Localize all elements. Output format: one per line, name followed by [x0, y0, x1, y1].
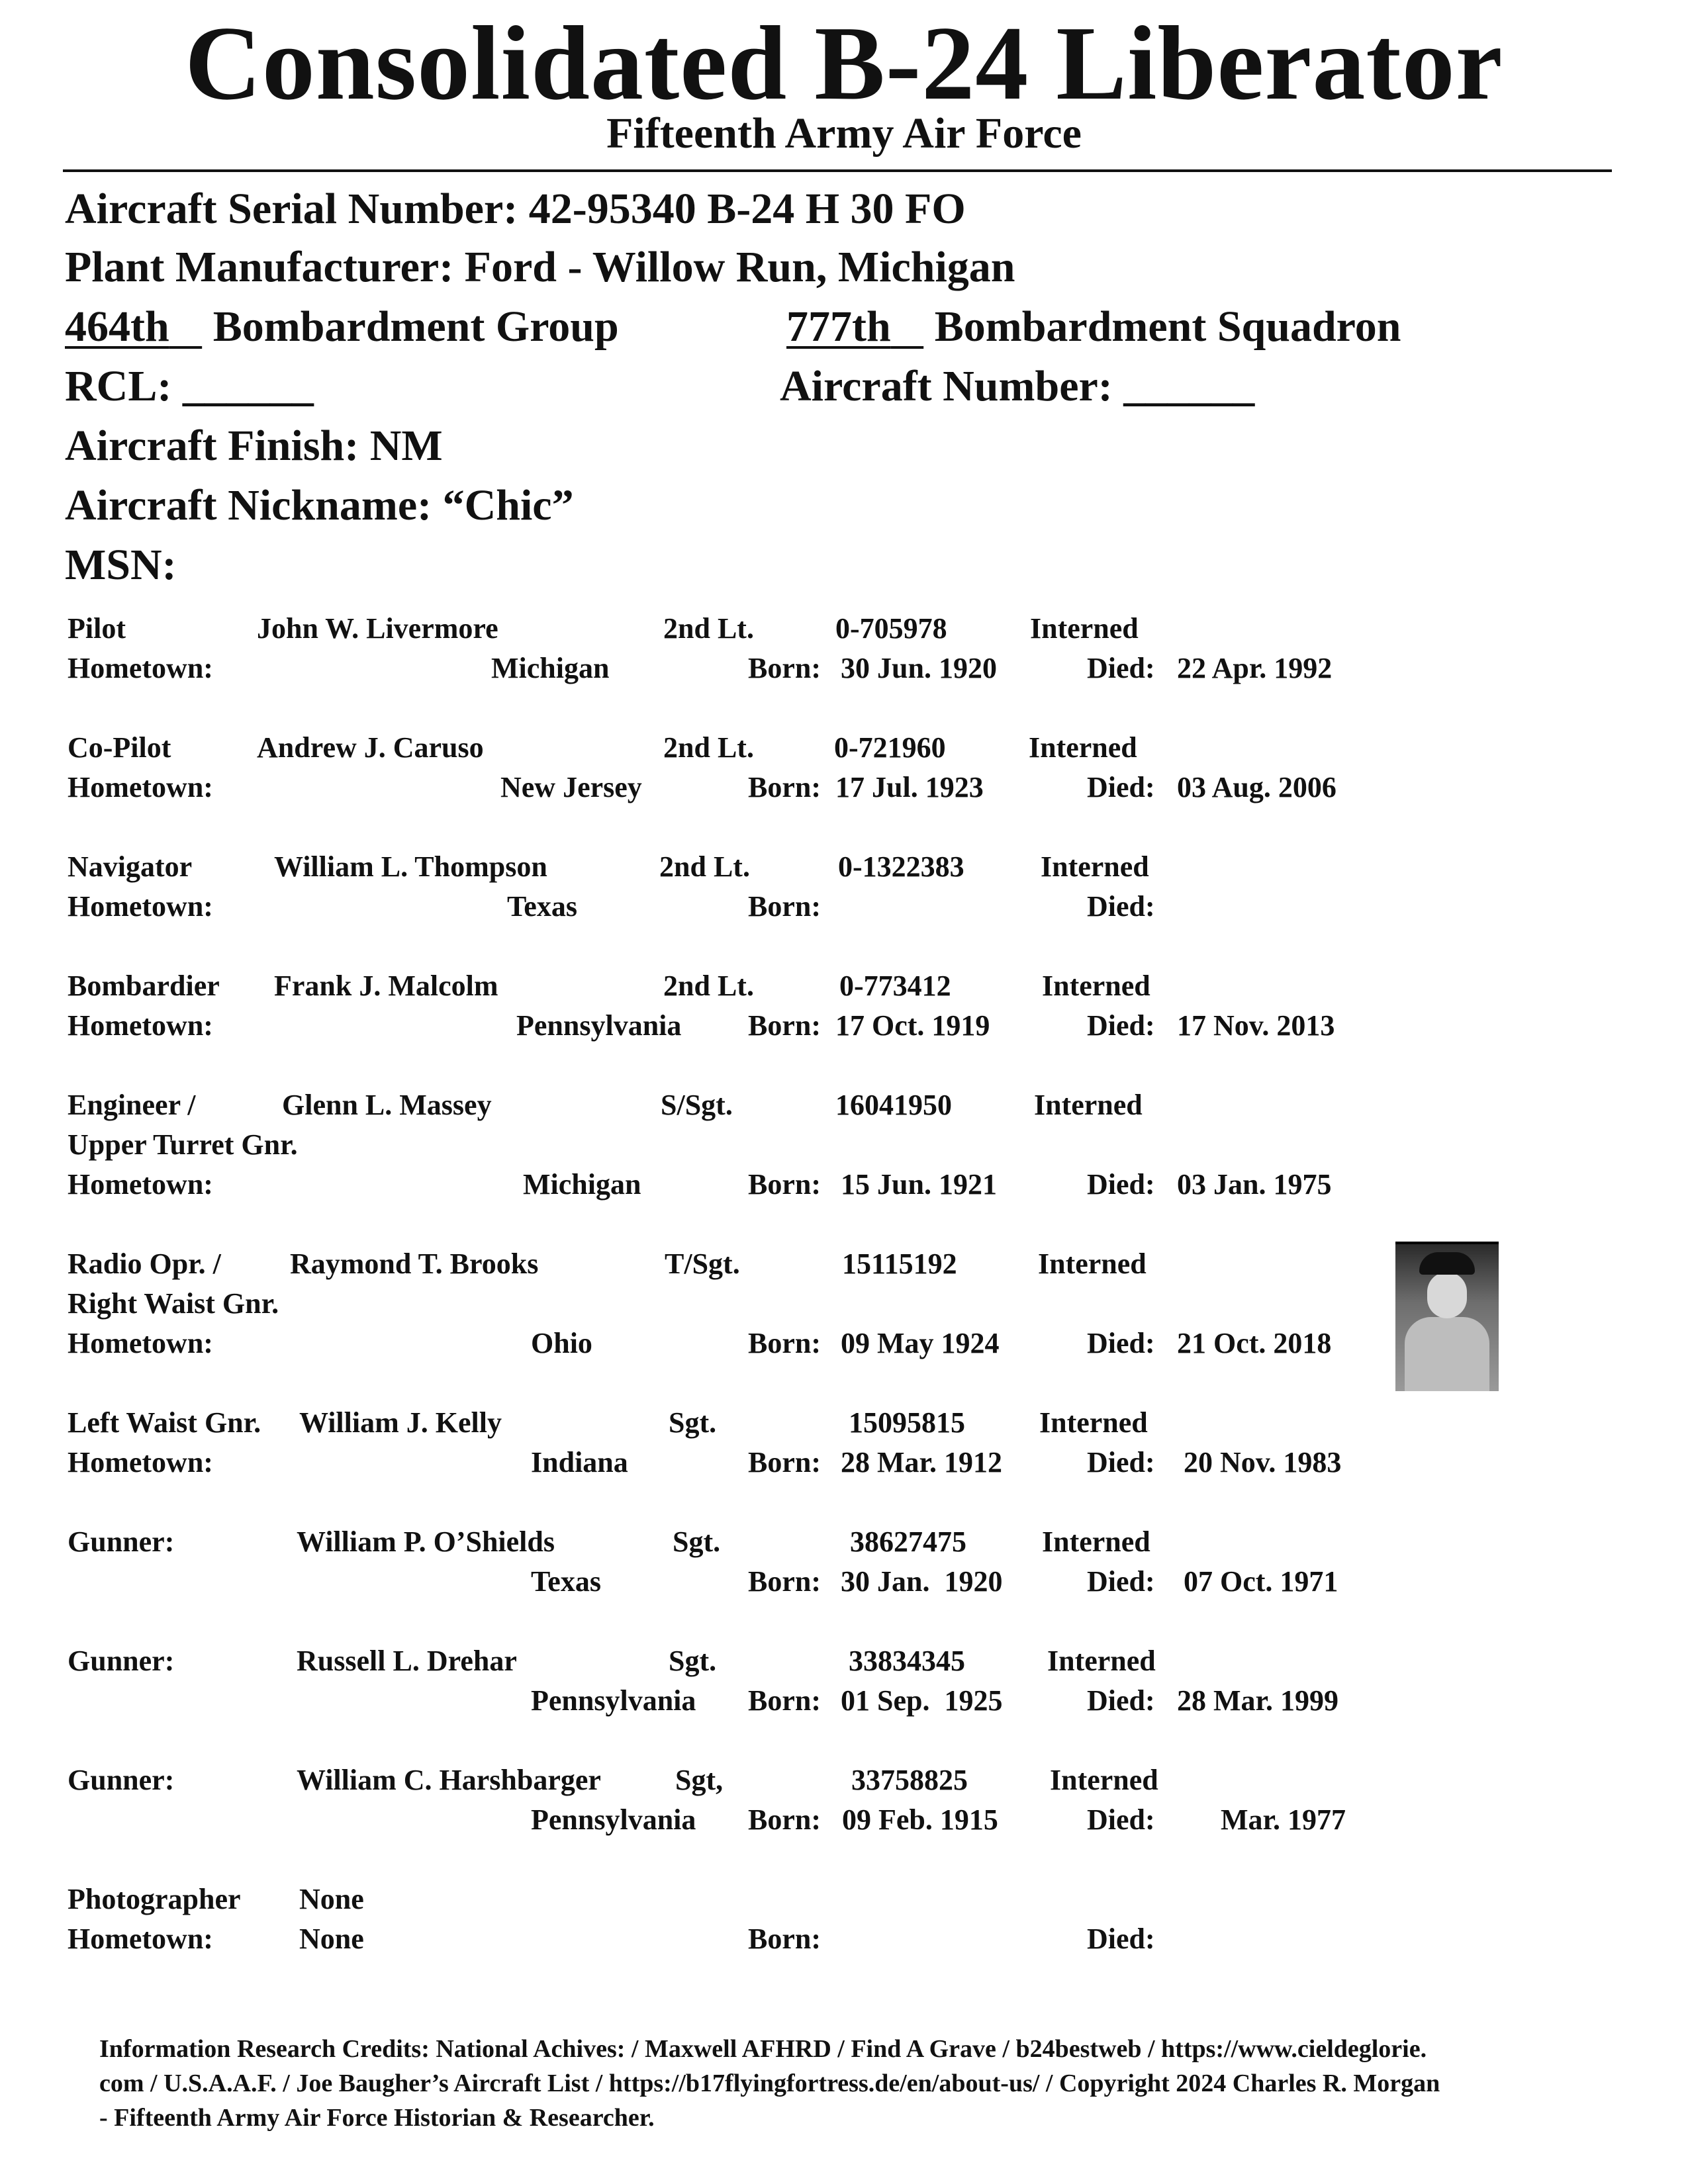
crew-hometown: Texas: [507, 890, 577, 923]
crew-died: Mar. 1977: [1221, 1803, 1346, 1836]
born-label: Born:: [748, 1803, 821, 1836]
crew-died: 17 Nov. 2013: [1177, 1009, 1335, 1042]
born-label: Born:: [748, 1565, 821, 1598]
crew-role: Pilot: [68, 612, 126, 645]
crew-hometown: Michigan: [491, 652, 610, 684]
crew-status: Interned: [1038, 1248, 1147, 1280]
crew-role: Left Waist Gnr.: [68, 1406, 261, 1439]
crew-role: Co-Pilot: [68, 731, 171, 764]
plant-manufacturer-line: Plant Manufacturer: Ford - Willow Run, Michigan: [65, 243, 1015, 291]
crew-status: Interned: [1042, 1525, 1150, 1558]
crew-serial: 0-1322383: [838, 850, 964, 883]
research-credits: [99, 2032, 1595, 2135]
crew-name: William P. O’Shields: [297, 1525, 555, 1558]
crew-role: Engineer /: [68, 1089, 196, 1121]
crew-status: Interned: [1041, 850, 1149, 883]
crew-hometown: Texas: [531, 1565, 601, 1598]
serial-number-line: Aircraft Serial Number: 42-95340 B-24 H 30 FO: [65, 185, 966, 233]
crew-name: Glenn L. Massey: [282, 1089, 492, 1121]
crew-role: Gunner:: [68, 1645, 175, 1677]
crew-died: 28 Mar. 1999: [1177, 1684, 1339, 1717]
crew-died: 07 Oct. 1971: [1184, 1565, 1338, 1598]
crew-died: 21 Oct. 2018: [1177, 1327, 1332, 1359]
died-label: Died:: [1087, 1684, 1155, 1717]
crew-status: Interned: [1034, 1089, 1143, 1121]
died-label: Died:: [1087, 652, 1155, 684]
crew-born: 09 Feb. 1915: [842, 1803, 998, 1836]
crew-serial: 38627475: [850, 1525, 966, 1558]
crew-role: Navigator: [68, 850, 193, 883]
crew-hometown: Pennsylvania: [531, 1684, 696, 1717]
squadron-line: [786, 302, 1401, 352]
crew-hometown: None: [299, 1923, 364, 1955]
crew-died: 03 Aug. 2006: [1177, 771, 1336, 803]
crew-serial: 15115192: [842, 1248, 957, 1280]
crew-hometown: Pennsylvania: [531, 1803, 696, 1836]
crew-role: Radio Opr. /: [68, 1248, 221, 1280]
crew-died: 22 Apr. 1992: [1177, 652, 1333, 684]
hometown-label: Hometown:: [68, 890, 213, 923]
crew-born: 28 Mar. 1912: [841, 1446, 1003, 1479]
crew-role: Gunner:: [68, 1764, 175, 1796]
crew-role-line2: Right Waist Gnr.: [68, 1287, 279, 1320]
crew-serial: 16041950: [835, 1089, 952, 1121]
crew-name: Russell L. Drehar: [297, 1645, 517, 1677]
crew-serial: 0-705978: [835, 612, 947, 645]
credits-line-3: - Fifteenth Army Air Force Historian & Researcher.: [99, 2104, 655, 2132]
crew-born: 01 Sep. 1925: [841, 1684, 1003, 1717]
crew-name: John W. Livermore: [257, 612, 498, 645]
crew-status: Interned: [1029, 731, 1137, 764]
born-label: Born:: [748, 1923, 821, 1955]
crew-rank: Sgt.: [669, 1645, 717, 1677]
crew-role: Gunner:: [68, 1525, 175, 1558]
crew-role: Bombardier: [68, 970, 220, 1002]
died-label: Died:: [1087, 1168, 1155, 1201]
group-number: 464th: [65, 302, 169, 351]
born-label: Born:: [748, 652, 821, 684]
hometown-label: Hometown:: [68, 771, 213, 803]
born-label: Born:: [748, 1168, 821, 1201]
died-label: Died:: [1087, 890, 1155, 923]
crew-born: 30 Jun. 1920: [841, 652, 997, 684]
crew-name: None: [299, 1883, 364, 1915]
crew-born: 17 Jul. 1923: [835, 771, 984, 803]
born-label: Born:: [748, 890, 821, 923]
crew-rank: Sgt,: [675, 1764, 724, 1796]
squadron-label: Bombardment Squadron: [934, 302, 1401, 351]
crew-status: Interned: [1047, 1645, 1156, 1677]
crew-serial: 33834345: [849, 1645, 965, 1677]
crew-rank: 2nd Lt.: [663, 970, 754, 1002]
born-label: Born:: [748, 1009, 821, 1042]
died-label: Died:: [1087, 1923, 1155, 1955]
hometown-label: Hometown:: [68, 1446, 213, 1479]
rcl-line: RCL: ______: [65, 362, 314, 410]
hometown-label: Hometown:: [68, 1009, 213, 1042]
page-title: Consolidated B-24 Liberator: [185, 4, 1503, 122]
crew-name: Frank J. Malcolm: [274, 970, 498, 1002]
crew-member-portrait: [1395, 1242, 1499, 1391]
crew-rank: Sgt.: [669, 1406, 717, 1439]
crew-rank: 2nd Lt.: [663, 731, 754, 764]
crew-name: Raymond T. Brooks: [290, 1248, 539, 1280]
crew-hometown: Michigan: [523, 1168, 641, 1201]
hometown-label: Hometown:: [68, 652, 213, 684]
born-label: Born:: [748, 1684, 821, 1717]
died-label: Died:: [1087, 771, 1155, 803]
crew-rank: 2nd Lt.: [659, 850, 750, 883]
born-label: Born:: [748, 1446, 821, 1479]
group-label: Bombardment Group: [212, 302, 619, 351]
crew-born: 09 May 1924: [841, 1327, 1000, 1359]
born-label: Born:: [748, 1327, 821, 1359]
crew-serial: 0-773412: [839, 970, 951, 1002]
crew-status: Interned: [1039, 1406, 1148, 1439]
died-label: Died:: [1087, 1803, 1155, 1836]
aircraft-number-line: Aircraft Number: ______: [780, 362, 1255, 410]
died-label: Died:: [1087, 1009, 1155, 1042]
crew-status: Interned: [1050, 1764, 1158, 1796]
crew-hometown: Ohio: [531, 1327, 592, 1359]
crew-role: Photographer: [68, 1883, 241, 1915]
msn-line: MSN:: [65, 541, 177, 589]
crew-born: 15 Jun. 1921: [841, 1168, 997, 1201]
crew-status: Interned: [1030, 612, 1139, 645]
page-subtitle: Fifteenth Army Air Force: [606, 109, 1082, 158]
hometown-label: Hometown:: [68, 1168, 213, 1201]
group-line: [65, 302, 619, 352]
hometown-label: Hometown:: [68, 1327, 213, 1359]
aircraft-finish-line: Aircraft Finish: NM: [65, 422, 443, 470]
crew-rank: S/Sgt.: [661, 1089, 733, 1121]
crew-name: William L. Thompson: [274, 850, 547, 883]
crew-status: Interned: [1042, 970, 1150, 1002]
crew-hometown: New Jersey: [500, 771, 642, 803]
credits-line-2: com / U.S.A.A.F. / Joe Baugher’s Aircraft List / https://b17flyingfortress.de/en/about-us/ / Copyright 2024 Charles R. Morgan: [99, 2070, 1440, 2097]
crew-name: Andrew J. Caruso: [257, 731, 484, 764]
died-label: Died:: [1087, 1446, 1155, 1479]
crew-born: 17 Oct. 1919: [835, 1009, 990, 1042]
credits-line-1: Information Research Credits: National Achives: / Maxwell AFHRD / Find A Grave / b24bestweb / https://www.cieldeglorie.: [99, 2035, 1427, 2063]
crew-died: 03 Jan. 1975: [1177, 1168, 1332, 1201]
crew-born: 30 Jan. 1920: [841, 1565, 1003, 1598]
crew-hometown: Pennsylvania: [516, 1009, 682, 1042]
born-label: Born:: [748, 771, 821, 803]
crew-role-line2: Upper Turret Gnr.: [68, 1128, 298, 1161]
crew-died: 20 Nov. 1983: [1184, 1446, 1342, 1479]
crew-serial: 15095815: [849, 1406, 965, 1439]
aircraft-nickname-line: Aircraft Nickname: “Chic”: [65, 481, 574, 529]
title-divider: [63, 169, 1612, 172]
crew-name: William C. Harshbarger: [297, 1764, 601, 1796]
crew-name: William J. Kelly: [299, 1406, 502, 1439]
crew-rank: Sgt.: [673, 1525, 721, 1558]
crew-serial: 33758825: [851, 1764, 968, 1796]
hometown-label: Hometown:: [68, 1923, 213, 1955]
crew-serial: 0-721960: [834, 731, 946, 764]
crew-hometown: Indiana: [531, 1446, 628, 1479]
died-label: Died:: [1087, 1327, 1155, 1359]
crew-rank: T/Sgt.: [665, 1248, 740, 1280]
crew-rank: 2nd Lt.: [663, 612, 754, 645]
squadron-number: 777th: [786, 302, 891, 351]
died-label: Died:: [1087, 1565, 1155, 1598]
